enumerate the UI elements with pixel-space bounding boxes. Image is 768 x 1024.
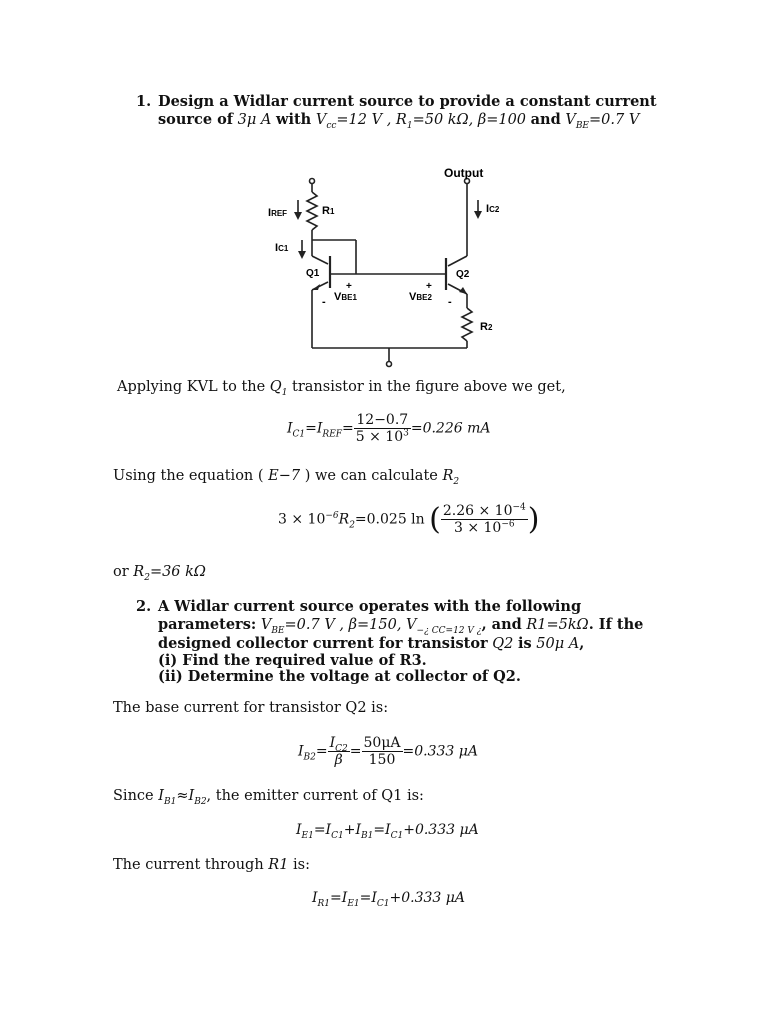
output-label: Output [444, 166, 484, 180]
vbe1-label: VBE1 [334, 291, 357, 303]
fraction-ic1: $\frac{12-0.7}{5 \times 10^3}$ [355, 412, 409, 445]
fraction-50ua: $\frac{50\mu A}{150}$ [363, 735, 401, 768]
equation-ic1: $I_{C1}=I_{REF}=$ $\frac{12-0.7}{5 \times 10^3}$ =0.226 mA [287, 412, 491, 445]
q1-symbol: $Q_1$ [269, 379, 288, 398]
problem-1-line-1 [136, 93, 657, 110]
r2-resistor [462, 308, 472, 341]
vbe-symbol: $V_{BE}$ [565, 112, 589, 131]
fraction-log: $\frac{2.26 \times 10^{-4}}{3 \times 10^{-6}}$ [442, 502, 526, 536]
base-current-sentence: The base current for transistor Q2 is: [113, 700, 389, 716]
text-and: and [530, 111, 561, 128]
r1-label: R1 [322, 205, 335, 217]
problem-2-part-i: (i) Find the required value of R3. [158, 652, 427, 669]
problem-2-number: 2. [136, 598, 152, 615]
equation-ie1: $I_{E1}=I_{C1}+I_{B1}=I_{C1}+0.333$ μA [296, 822, 479, 841]
problem-1-title: Design a Widlar current source to provide a constant current [158, 93, 657, 110]
vbe2-label: VBE2 [409, 291, 432, 303]
problem-2-line-3: designed collector current for transistor Q2 is 50μ A, [158, 635, 585, 652]
problem-2-part-ii: (ii) Determine the voltage at collector of Q2. [158, 668, 521, 685]
r2-result: or $R_2=36$ kΩ [113, 564, 206, 583]
since-sentence: Since $I_{B1}\approx I_{B2}$, the emitter current of Q1 is: [113, 788, 424, 807]
q1-emitter-arrow [312, 284, 320, 290]
problem-2-line-2: parameters: $V_{BE}=0.7$ V , β=150, $V_{-¿ CC=12 V ¿}$, and R1=5kΩ. If the [158, 616, 644, 636]
iref-label: IREF [268, 207, 288, 219]
current-value: 3μ A [237, 112, 272, 128]
q1-label: Q1 [306, 268, 320, 279]
equation-ib2: $I_{B2}=$ $\frac{I_{C2}}{\beta}$ = $\frac{50\mu A}{150}$ =0.333 μA [298, 735, 478, 768]
using-equation-sentence: Using the equation ( E−7 ) we can calculate $R_2$ [113, 468, 460, 487]
kvl-sentence: Applying KVL to the $Q_1$ transistor in the figure above we get, [117, 379, 566, 398]
vcc-value: =12 V , [336, 112, 392, 128]
ic2-arrow [474, 211, 482, 219]
vcc-symbol: $V_{cc}$ [315, 112, 337, 131]
problem-2-line-1: 2. A Widlar current source operates with the following [136, 598, 582, 615]
iref-arrow [294, 212, 302, 220]
vbe-value: =0.7 V [589, 112, 640, 128]
equation-r2-log: $3 \times 10^{-6}R_2=0.025$ ln ( $\frac{2.26 \times 10^{-4}}{3 \times 10^{-6}}$ ) [278, 502, 540, 537]
ic1-label: IC1 [275, 242, 289, 254]
vbe2-plus: + [426, 281, 432, 292]
text-source-of: source of [158, 111, 234, 128]
vbe2-minus: - [448, 296, 452, 308]
problem-1-line-2 [158, 111, 640, 131]
vbe1-plus: + [346, 281, 352, 292]
q2-label: Q2 [456, 269, 470, 280]
widlar-circuit-diagram [260, 160, 510, 372]
equation-ir1: $I_{R1}=I_{E1}=I_{C1}+0.333$ μA [312, 890, 465, 909]
vbe1-minus: - [322, 296, 326, 308]
r1-symbol: $R_1$ [395, 112, 413, 131]
ic2-label: IC2 [486, 203, 500, 215]
current-r1-sentence: The current through R1 is: [113, 857, 311, 873]
q2-emitter-arrow [459, 287, 467, 294]
r1-beta-values: =50 kΩ, β=100 [412, 112, 527, 128]
r2-label: R2 [480, 321, 493, 333]
fraction-ic2-beta: $\frac{I_{C2}}{\beta}$ [329, 735, 348, 768]
ic1-arrow [298, 251, 306, 259]
text-with: with [275, 111, 312, 128]
problem-1-number: 1. [136, 93, 152, 110]
r1-resistor [307, 192, 317, 230]
